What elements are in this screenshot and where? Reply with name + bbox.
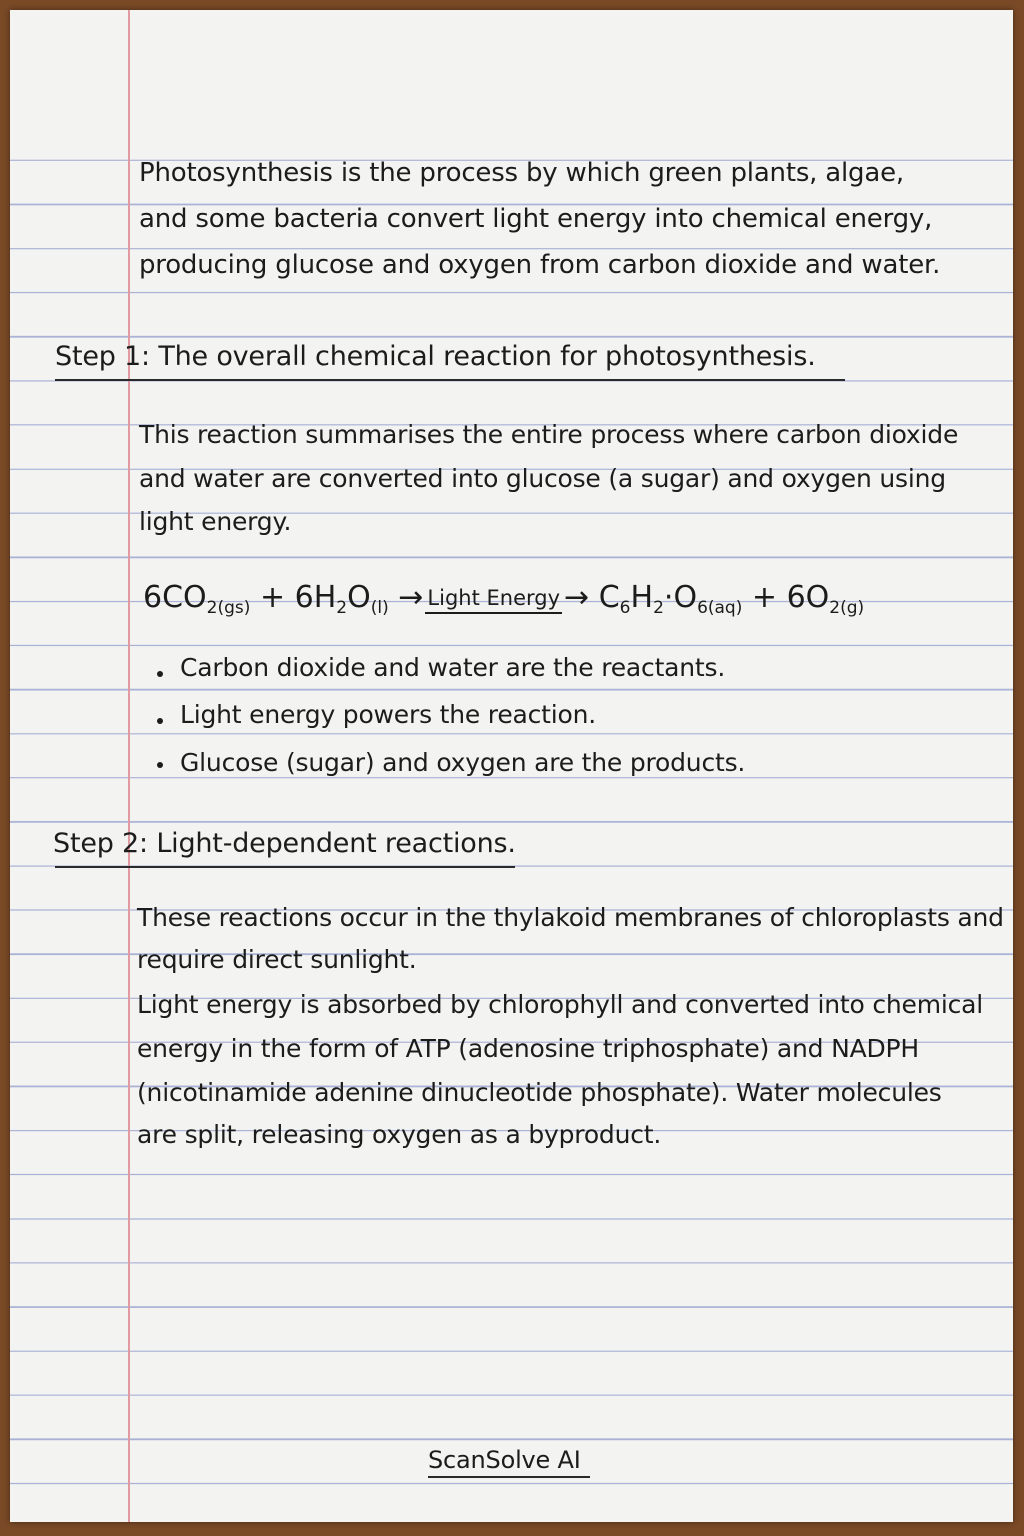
step1-desc-line-2: and water are converted into glucose (a sugar) and oxygen using (139, 464, 946, 493)
bullet-icon (157, 718, 163, 724)
footer-brand: ScanSolve AI (428, 1446, 581, 1474)
step2-heading: Step 2: Light-dependent reactions. (53, 828, 516, 859)
reactant-co2-subscript: 2(gs) (206, 598, 251, 618)
bullet-icon (157, 762, 163, 768)
page-top-margin (10, 10, 1013, 118)
product-glucose-h-subscript: 2 (653, 598, 664, 618)
product-oxygen-subscript: 2(g) (829, 598, 865, 618)
notebook-page (10, 10, 1013, 1522)
reactant-h2o-state: (l) (370, 598, 389, 618)
intro-line-1: Photosynthesis is the process by which green plants, algae, (139, 158, 904, 188)
step1-desc-line-1: This reaction summarises the entire process where carbon dioxide (139, 420, 959, 449)
reactant-h2o-oxygen: O (347, 580, 371, 615)
step2-line-1: These reactions occur in the thylakoid membranes of chloroplasts and (137, 903, 1004, 932)
arrow-icon: → (564, 580, 590, 615)
bullet-item-1: Carbon dioxide and water are the reactants. (180, 653, 726, 682)
step1-heading: Step 1: The overall chemical reaction for photosynthesis. (55, 341, 816, 372)
step1-desc-line-3: light energy. (139, 507, 292, 536)
step2-line-2: require direct sunlight. (137, 945, 417, 974)
plus-sign: + (751, 580, 778, 615)
bullet-icon (157, 671, 163, 677)
reactant-co2: 6CO (143, 580, 207, 615)
product-glucose-c-subscript: 6 (619, 598, 631, 618)
arrow-icon: → (398, 580, 424, 615)
product-oxygen: 6O (786, 580, 830, 615)
intro-line-3: producing glucose and oxygen from carbon dioxide and water. (139, 250, 941, 280)
bullet-item-3: Glucose (sugar) and oxygen are the products. (180, 748, 746, 777)
reaction-condition: Light Energy (425, 586, 562, 614)
step2-line-6: are split, releasing oxygen as a byproduct. (137, 1120, 662, 1149)
red-margin-line (128, 10, 130, 1522)
step2-line-5: (nicotinamide adenine dinucleotide phosphate). Water molecules (137, 1078, 942, 1107)
step1-underline (55, 379, 845, 381)
product-glucose-h: H (630, 580, 654, 615)
intro-line-2: and some bacteria convert light energy into chemical energy, (139, 204, 933, 234)
reactant-h2o-subscript: 2 (336, 598, 348, 618)
product-glucose-c: C (598, 580, 620, 615)
product-glucose-o: O (673, 580, 698, 615)
product-glucose-o-subscript: 6(aq) (697, 598, 743, 618)
bullet-item-2: Light energy powers the reaction. (180, 700, 597, 729)
product-glucose-dot: · (663, 580, 674, 615)
footer-underline (428, 1476, 590, 1478)
step2-underline (55, 866, 515, 868)
reactant-h2o: 6H (294, 580, 337, 615)
plus-sign: + (259, 580, 286, 615)
step2-line-4: energy in the form of ATP (adenosine triphosphate) and NADPH (137, 1034, 919, 1063)
photosynthesis-equation (143, 580, 864, 618)
step2-line-3: Light energy is absorbed by chlorophyll and converted into chemical (137, 990, 984, 1019)
